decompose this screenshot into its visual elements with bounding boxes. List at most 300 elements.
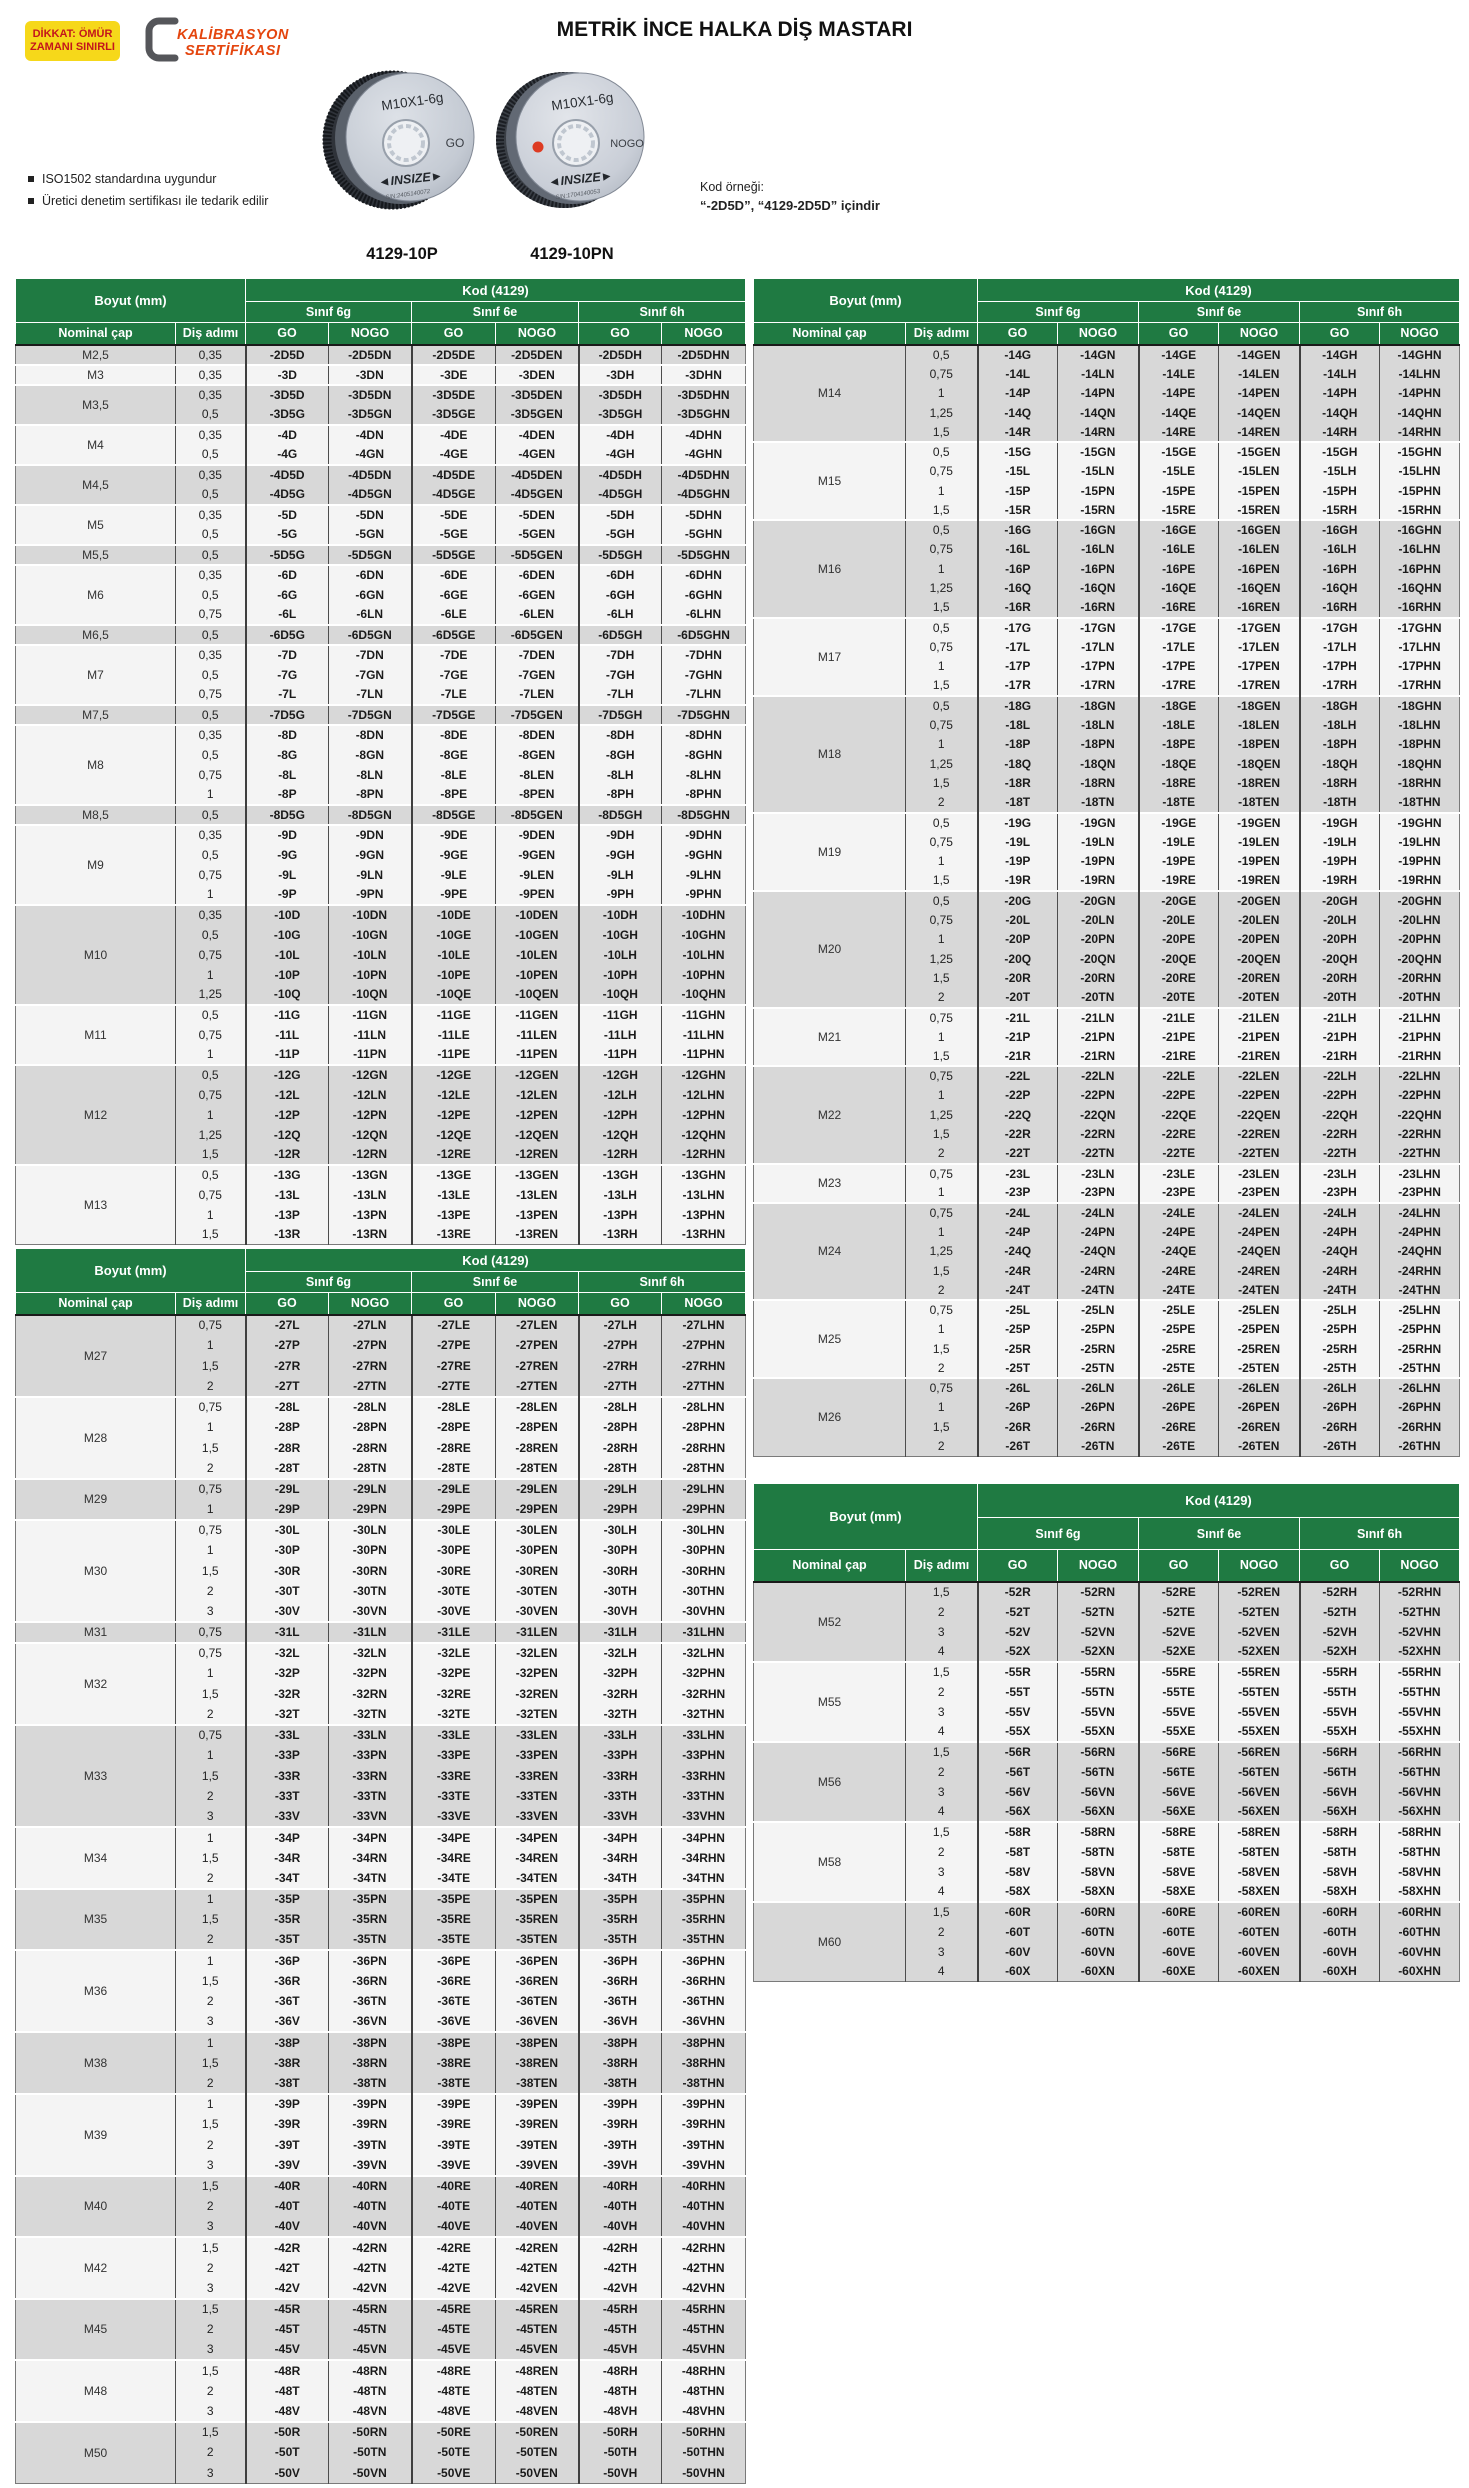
nogo-header: NOGO bbox=[1219, 323, 1300, 345]
nominal-diameter-cell: M58 bbox=[754, 1822, 906, 1902]
code-cell: -28TE bbox=[412, 1458, 496, 1479]
code-cell: -11GHN bbox=[662, 1005, 746, 1025]
code-cell: -50T bbox=[246, 2442, 329, 2463]
code-cell: -3D5GEN bbox=[496, 405, 579, 425]
code-cell: -30VN bbox=[329, 1602, 412, 1623]
code-cell: -39RH bbox=[579, 2114, 662, 2135]
code-cell: -34R bbox=[246, 1848, 329, 1869]
code-cell: -14PHN bbox=[1380, 384, 1460, 404]
code-cell: -7D5GN bbox=[329, 705, 412, 725]
table-row bbox=[754, 813, 1460, 833]
code-cell: -7L bbox=[246, 685, 329, 705]
thread-pitch-cell: 1,5 bbox=[176, 2360, 246, 2381]
code-cell: -18QN bbox=[1058, 754, 1139, 774]
code-cell: -52VEN bbox=[1219, 1622, 1300, 1642]
code-cell: -28LH bbox=[579, 1397, 662, 1418]
code-cell: -29PHN bbox=[662, 1499, 746, 1520]
code-cell: -9DN bbox=[329, 825, 412, 845]
thread-pitch-cell: 1,5 bbox=[176, 1145, 246, 1165]
code-cell: -20QHN bbox=[1380, 949, 1460, 969]
code-cell: -22LN bbox=[1058, 1066, 1139, 1086]
code-cell: -25LH bbox=[1300, 1300, 1380, 1320]
code-cell: -52XN bbox=[1058, 1642, 1139, 1662]
table-row bbox=[754, 1902, 1460, 1922]
code-cell: -6LN bbox=[329, 605, 412, 625]
thread-pitch-cell: 2 bbox=[176, 2442, 246, 2463]
code-cell: -7D bbox=[246, 645, 329, 665]
code-cell: -34T bbox=[246, 1868, 329, 1889]
code-cell: -13LN bbox=[329, 1185, 412, 1205]
code-cell: -39RHN bbox=[662, 2114, 746, 2135]
code-cell: -39VHN bbox=[662, 2155, 746, 2176]
nogo-header: NOGO bbox=[329, 1293, 412, 1315]
code-cell: -18PN bbox=[1058, 735, 1139, 755]
code-cell: -21RE bbox=[1139, 1047, 1219, 1067]
code-cell: -30R bbox=[246, 1561, 329, 1582]
code-cell: -39VH bbox=[579, 2155, 662, 2176]
code-cell: -36REN bbox=[496, 1971, 579, 1992]
code-cell: -12REN bbox=[496, 1145, 579, 1165]
code-cell: -13GN bbox=[329, 1165, 412, 1185]
code-cell: -11LN bbox=[329, 1025, 412, 1045]
code-cell: -23L bbox=[978, 1164, 1058, 1184]
code-cell: -42VN bbox=[329, 2278, 412, 2299]
code-cell: -12LH bbox=[579, 1085, 662, 1105]
code-cell: -19P bbox=[978, 852, 1058, 872]
code-cell: -58TH bbox=[1300, 1842, 1380, 1862]
code-cell: -55VE bbox=[1139, 1702, 1219, 1722]
code-cell: -28TH bbox=[579, 1458, 662, 1479]
thread-pitch-cell: 0,75 bbox=[176, 1479, 246, 1500]
code-cell: -13RHN bbox=[662, 1225, 746, 1245]
code-cell: -10D bbox=[246, 905, 329, 925]
code-cell: -27RN bbox=[329, 1356, 412, 1377]
code-cell: -34TN bbox=[329, 1868, 412, 1889]
code-cell: -33RE bbox=[412, 1766, 496, 1787]
code-cell: -25PEN bbox=[1219, 1320, 1300, 1340]
code-cell: -29L bbox=[246, 1479, 329, 1500]
code-cell: -36T bbox=[246, 1991, 329, 2012]
code-cell: -13LHN bbox=[662, 1185, 746, 1205]
code-cell: -12PH bbox=[579, 1105, 662, 1125]
code-cell: -30PH bbox=[579, 1540, 662, 1561]
code-cell: -32T bbox=[246, 1704, 329, 1725]
code-cell: -60V bbox=[978, 1942, 1058, 1962]
code-cell: -21RH bbox=[1300, 1047, 1380, 1067]
code-cell: -22TN bbox=[1058, 1144, 1139, 1164]
code-cell: -36R bbox=[246, 1971, 329, 1992]
code-cell: -9GN bbox=[329, 845, 412, 865]
code-cell: -18RE bbox=[1139, 774, 1219, 794]
code-cell: -48RE bbox=[412, 2360, 496, 2381]
code-cell: -55VN bbox=[1058, 1702, 1139, 1722]
table-row bbox=[754, 1300, 1460, 1320]
code-cell: -42TE bbox=[412, 2258, 496, 2279]
thread-pitch-cell: 2 bbox=[176, 2196, 246, 2217]
nominal-diameter-cell: M3 bbox=[16, 365, 176, 385]
code-cell: -22RE bbox=[1139, 1125, 1219, 1145]
thread-pitch-cell: 0,35 bbox=[176, 465, 246, 485]
code-cell: -15G bbox=[978, 442, 1058, 462]
code-cell: -58VE bbox=[1139, 1862, 1219, 1882]
code-cell: -32L bbox=[246, 1643, 329, 1664]
code-cell: -16RE bbox=[1139, 598, 1219, 618]
code-cell: -26TN bbox=[1058, 1437, 1139, 1457]
code-cell: -30PN bbox=[329, 1540, 412, 1561]
code-cell: -10DHN bbox=[662, 905, 746, 925]
code-cell: -40REN bbox=[496, 2176, 579, 2197]
code-cell: -38P bbox=[246, 2032, 329, 2053]
code-cell: -42T bbox=[246, 2258, 329, 2279]
nogo-header: NOGO bbox=[496, 323, 579, 345]
code-cell: -45VN bbox=[329, 2340, 412, 2361]
code-cell: -38PEN bbox=[496, 2032, 579, 2053]
nogo-header: NOGO bbox=[1380, 1550, 1460, 1582]
thread-pitch-cell: 1 bbox=[176, 885, 246, 905]
code-cell: -3DE bbox=[412, 365, 496, 385]
bullet-square-icon bbox=[28, 176, 34, 182]
code-cell: -56TN bbox=[1058, 1762, 1139, 1782]
code-cell: -14QH bbox=[1300, 403, 1380, 423]
thread-pitch-cell: 0,5 bbox=[906, 345, 978, 365]
table-row bbox=[16, 1827, 746, 1848]
code-cell: -58RE bbox=[1139, 1822, 1219, 1842]
class-header: Sınıf 6g bbox=[246, 302, 412, 323]
code-cell: -4D5DE bbox=[412, 465, 496, 485]
code-cell: -5D5GEN bbox=[496, 545, 579, 565]
thread-pitch-cell: 1 bbox=[176, 1827, 246, 1848]
table-row bbox=[16, 1725, 746, 1746]
code-cell: -26L bbox=[978, 1378, 1058, 1398]
thread-pitch-cell: 3 bbox=[176, 2340, 246, 2361]
thread-pitch-cell: 4 bbox=[906, 1802, 978, 1822]
code-cell: -33VN bbox=[329, 1807, 412, 1828]
code-cell: -19PN bbox=[1058, 852, 1139, 872]
code-cell: -28PEN bbox=[496, 1417, 579, 1438]
code-cell: -13R bbox=[246, 1225, 329, 1245]
go-header: GO bbox=[1139, 1550, 1219, 1582]
code-cell: -6D5GEN bbox=[496, 625, 579, 645]
code-cell: -28TEN bbox=[496, 1458, 579, 1479]
code-cell: -22L bbox=[978, 1066, 1058, 1086]
thread-pitch-cell: 1 bbox=[176, 1540, 246, 1561]
code-cell: -36VE bbox=[412, 2012, 496, 2033]
code-cell: -25TN bbox=[1058, 1359, 1139, 1379]
code-cell: -31L bbox=[246, 1622, 329, 1643]
nominal-diameter-cell: M11 bbox=[16, 1005, 176, 1065]
code-cell: -16PHN bbox=[1380, 559, 1460, 579]
code-cell: -15PN bbox=[1058, 481, 1139, 501]
code-cell: -24RN bbox=[1058, 1261, 1139, 1281]
thread-pitch-cell: 0,75 bbox=[176, 765, 246, 785]
thread-pitch-cell: 2 bbox=[176, 1581, 246, 1602]
code-cell: -22QHN bbox=[1380, 1105, 1460, 1125]
code-cell: -60XN bbox=[1058, 1962, 1139, 1982]
code-cell: -26PEN bbox=[1219, 1398, 1300, 1418]
code-cell: -19L bbox=[978, 832, 1058, 852]
code-cell: -39V bbox=[246, 2155, 329, 2176]
code-cell: -31LEN bbox=[496, 1622, 579, 1643]
code-cell: -32RN bbox=[329, 1684, 412, 1705]
code-cell: -7GHN bbox=[662, 665, 746, 685]
nogo-header: NOGO bbox=[662, 1293, 746, 1315]
code-cell: -11PE bbox=[412, 1045, 496, 1065]
thread-pitch-cell: 2 bbox=[176, 1786, 246, 1807]
thread-pitch-cell: 1 bbox=[906, 1222, 978, 1242]
code-cell: -21LN bbox=[1058, 1008, 1139, 1028]
code-cell: -17PN bbox=[1058, 657, 1139, 677]
code-cell: -24TEN bbox=[1219, 1281, 1300, 1301]
code-cell: -19PEN bbox=[1219, 852, 1300, 872]
code-cell: -48VEN bbox=[496, 2401, 579, 2422]
code-cell: -15R bbox=[978, 501, 1058, 521]
code-cell: -50VE bbox=[412, 2463, 496, 2484]
code-cell: -23LHN bbox=[1380, 1164, 1460, 1184]
code-cell: -26LEN bbox=[1219, 1378, 1300, 1398]
code-cell: -22TH bbox=[1300, 1144, 1380, 1164]
nominal-diameter-cell: M60 bbox=[754, 1902, 906, 1982]
code-cell: -30LHN bbox=[662, 1520, 746, 1541]
table-row bbox=[16, 1643, 746, 1664]
code-cell: -56TE bbox=[1139, 1762, 1219, 1782]
thread-pitch-cell: 2 bbox=[176, 1991, 246, 2012]
code-cell: -56REN bbox=[1219, 1742, 1300, 1762]
code-cell: -20THN bbox=[1380, 988, 1460, 1008]
code-cell: -42RN bbox=[329, 2237, 412, 2258]
code-cell: -35RHN bbox=[662, 1909, 746, 1930]
code-cell: -58VN bbox=[1058, 1862, 1139, 1882]
code-cell: -24R bbox=[978, 1261, 1058, 1281]
code-cell: -50VN bbox=[329, 2463, 412, 2484]
code-cell: -39THN bbox=[662, 2135, 746, 2156]
code-cell: -8LEN bbox=[496, 765, 579, 785]
code-cell: -56VHN bbox=[1380, 1782, 1460, 1802]
code-cell: -56RH bbox=[1300, 1742, 1380, 1762]
code-cell: -17GH bbox=[1300, 618, 1380, 638]
code-cell: -17LEN bbox=[1219, 637, 1300, 657]
code-cell: -40RH bbox=[579, 2176, 662, 2197]
code-cell: -13LH bbox=[579, 1185, 662, 1205]
code-cell: -55XH bbox=[1300, 1722, 1380, 1742]
code-cell: -31LE bbox=[412, 1622, 496, 1643]
code-cell: -56T bbox=[978, 1762, 1058, 1782]
code-cell: -8G bbox=[246, 745, 329, 765]
code-cell: -24LHN bbox=[1380, 1203, 1460, 1223]
code-cell: -42RH bbox=[579, 2237, 662, 2258]
code-cell: -5DN bbox=[329, 505, 412, 525]
thread-pitch-cell: 1,5 bbox=[906, 1339, 978, 1359]
code-cell: -24LH bbox=[1300, 1203, 1380, 1223]
code-cell: -3D5GN bbox=[329, 405, 412, 425]
code-cell: -23PE bbox=[1139, 1183, 1219, 1203]
code-cell: -26TH bbox=[1300, 1437, 1380, 1457]
code-cell: -4D5GHN bbox=[662, 485, 746, 505]
code-cell: -10DE bbox=[412, 905, 496, 925]
class-header: Sınıf 6h bbox=[1300, 302, 1460, 323]
code-cell: -26LN bbox=[1058, 1378, 1139, 1398]
code-cell: -48RH bbox=[579, 2360, 662, 2381]
code-cell: -16P bbox=[978, 559, 1058, 579]
code-cell: -20REN bbox=[1219, 969, 1300, 989]
thread-pitch-cell: 1 bbox=[176, 1335, 246, 1356]
code-cell: -35THN bbox=[662, 1930, 746, 1951]
code-cell: -9GH bbox=[579, 845, 662, 865]
code-example-label: Kod örneği: bbox=[700, 180, 764, 194]
code-cell: -30THN bbox=[662, 1581, 746, 1602]
code-cell: -14REN bbox=[1219, 423, 1300, 443]
table-row bbox=[754, 1662, 1460, 1682]
code-cell: -48TEN bbox=[496, 2381, 579, 2402]
code-cell: -14GE bbox=[1139, 345, 1219, 365]
code-cell: -19RE bbox=[1139, 871, 1219, 891]
code-cell: -21PEN bbox=[1219, 1027, 1300, 1047]
thread-pitch-cell: 1 bbox=[906, 1027, 978, 1047]
code-cell: -28PN bbox=[329, 1417, 412, 1438]
code-cell: -13PHN bbox=[662, 1205, 746, 1225]
thread-pitch-cell: 0,5 bbox=[176, 445, 246, 465]
nominal-diameter-cell: M42 bbox=[16, 2237, 176, 2299]
code-cell: -10GH bbox=[579, 925, 662, 945]
code-cell: -33T bbox=[246, 1786, 329, 1807]
thread-pitch-cell: 1,5 bbox=[906, 1662, 978, 1682]
feature-text: ISO1502 standardına uygundur bbox=[42, 172, 217, 186]
nominal-diameter-cell: M6,5 bbox=[16, 625, 176, 645]
code-cell: -9G bbox=[246, 845, 329, 865]
code-cell: -55XHN bbox=[1380, 1722, 1460, 1742]
code-cell: -14LEN bbox=[1219, 364, 1300, 384]
code-cell: -20Q bbox=[978, 949, 1058, 969]
code-cell: -24TH bbox=[1300, 1281, 1380, 1301]
code-cell: -24QN bbox=[1058, 1242, 1139, 1262]
code-cell: -14LN bbox=[1058, 364, 1139, 384]
thread-pitch-cell: 0,5 bbox=[176, 845, 246, 865]
code-header: Kod (4129) bbox=[978, 279, 1460, 302]
code-cell: -42TN bbox=[329, 2258, 412, 2279]
code-cell: -15LN bbox=[1058, 462, 1139, 482]
code-cell: -13RE bbox=[412, 1225, 496, 1245]
code-cell: -55TN bbox=[1058, 1682, 1139, 1702]
code-cell: -26PE bbox=[1139, 1398, 1219, 1418]
thread-pitch-cell: 0,75 bbox=[906, 1066, 978, 1086]
thread-pitch-cell: 1,5 bbox=[176, 2299, 246, 2320]
code-cell: -9DHN bbox=[662, 825, 746, 845]
code-cell: -60TEN bbox=[1219, 1922, 1300, 1942]
code-cell: -33VHN bbox=[662, 1807, 746, 1828]
code-cell: -38PE bbox=[412, 2032, 496, 2053]
nominal-diameter-cell: M15 bbox=[754, 442, 906, 520]
code-cell: -33RN bbox=[329, 1766, 412, 1787]
code-cell: -4D5GH bbox=[579, 485, 662, 505]
thread-pitch-cell: 3 bbox=[176, 2155, 246, 2176]
code-cell: -39PE bbox=[412, 2094, 496, 2115]
code-cell: -55VEN bbox=[1219, 1702, 1300, 1722]
code-cell: -18GH bbox=[1300, 696, 1380, 716]
code-cell: -52VE bbox=[1139, 1622, 1219, 1642]
code-cell: -12Q bbox=[246, 1125, 329, 1145]
code-cell: -38REN bbox=[496, 2053, 579, 2074]
code-cell: -28RE bbox=[412, 1438, 496, 1459]
code-cell: -15LEN bbox=[1219, 462, 1300, 482]
code-cell: -36P bbox=[246, 1950, 329, 1971]
code-cell: -30VE bbox=[412, 1602, 496, 1623]
code-cell: -5GEN bbox=[496, 525, 579, 545]
code-cell: -5D5GN bbox=[329, 545, 412, 565]
code-cell: -19PHN bbox=[1380, 852, 1460, 872]
code-cell: -13GEN bbox=[496, 1165, 579, 1185]
code-cell: -36TH bbox=[579, 1991, 662, 2012]
code-cell: -48VE bbox=[412, 2401, 496, 2422]
code-cell: -33PEN bbox=[496, 1745, 579, 1766]
code-cell: -14QHN bbox=[1380, 403, 1460, 423]
table-row bbox=[754, 1582, 1460, 1602]
nominal-diameter-cell: M5 bbox=[16, 505, 176, 545]
code-cell: -32TEN bbox=[496, 1704, 579, 1725]
code-cell: -35REN bbox=[496, 1909, 579, 1930]
code-cell: -8PHN bbox=[662, 785, 746, 805]
code-cell: -6D5GHN bbox=[662, 625, 746, 645]
code-cell: -60VN bbox=[1058, 1942, 1139, 1962]
code-cell: -20PHN bbox=[1380, 930, 1460, 950]
thread-pitch-cell: 1,25 bbox=[176, 1125, 246, 1145]
code-cell: -56TEN bbox=[1219, 1762, 1300, 1782]
code-cell: -20L bbox=[978, 910, 1058, 930]
go-header: GO bbox=[246, 323, 329, 345]
code-cell: -33PH bbox=[579, 1745, 662, 1766]
code-cell: -20R bbox=[978, 969, 1058, 989]
table-row bbox=[16, 425, 746, 445]
code-cell: -52RH bbox=[1300, 1582, 1380, 1602]
code-cell: -28R bbox=[246, 1438, 329, 1459]
code-cell: -40R bbox=[246, 2176, 329, 2197]
code-cell: -24T bbox=[978, 1281, 1058, 1301]
thread-pitch-cell: 2 bbox=[176, 1930, 246, 1951]
thread-pitch-cell: 0,75 bbox=[906, 715, 978, 735]
code-cell: -17LH bbox=[1300, 637, 1380, 657]
code-cell: -55XEN bbox=[1219, 1722, 1300, 1742]
code-cell: -32LH bbox=[579, 1643, 662, 1664]
code-cell: -19LE bbox=[1139, 832, 1219, 852]
code-cell: -9PE bbox=[412, 885, 496, 905]
code-cell: -10QE bbox=[412, 985, 496, 1005]
code-cell: -32PE bbox=[412, 1663, 496, 1684]
go-header: GO bbox=[978, 323, 1058, 345]
code-cell: -10PEN bbox=[496, 965, 579, 985]
code-cell: -4D5DEN bbox=[496, 465, 579, 485]
code-cell: -9D bbox=[246, 825, 329, 845]
code-cell: -21LEN bbox=[1219, 1008, 1300, 1028]
code-cell: -22THN bbox=[1380, 1144, 1460, 1164]
thread-pitch-cell: 0,75 bbox=[176, 605, 246, 625]
code-cell: -32TH bbox=[579, 1704, 662, 1725]
code-cell: -19PH bbox=[1300, 852, 1380, 872]
nominal-diameter-cell: M33 bbox=[16, 1725, 176, 1828]
code-cell: -60TH bbox=[1300, 1922, 1380, 1942]
code-cell: -50VEN bbox=[496, 2463, 579, 2484]
code-cell: -42V bbox=[246, 2278, 329, 2299]
code-cell: -24QHN bbox=[1380, 1242, 1460, 1262]
code-cell: -27PE bbox=[412, 1335, 496, 1356]
size-header: Boyut (mm) bbox=[16, 1249, 246, 1293]
code-cell: -32LEN bbox=[496, 1643, 579, 1664]
thread-pitch-cell: 1,5 bbox=[906, 1822, 978, 1842]
code-cell: -8D5GN bbox=[329, 805, 412, 825]
code-cell: -5G bbox=[246, 525, 329, 545]
code-cell: -28PE bbox=[412, 1417, 496, 1438]
code-cell: -40T bbox=[246, 2196, 329, 2217]
code-cell: -6LEN bbox=[496, 605, 579, 625]
nominal-diameter-cell: M2,5 bbox=[16, 345, 176, 365]
code-cell: -7LHN bbox=[662, 685, 746, 705]
